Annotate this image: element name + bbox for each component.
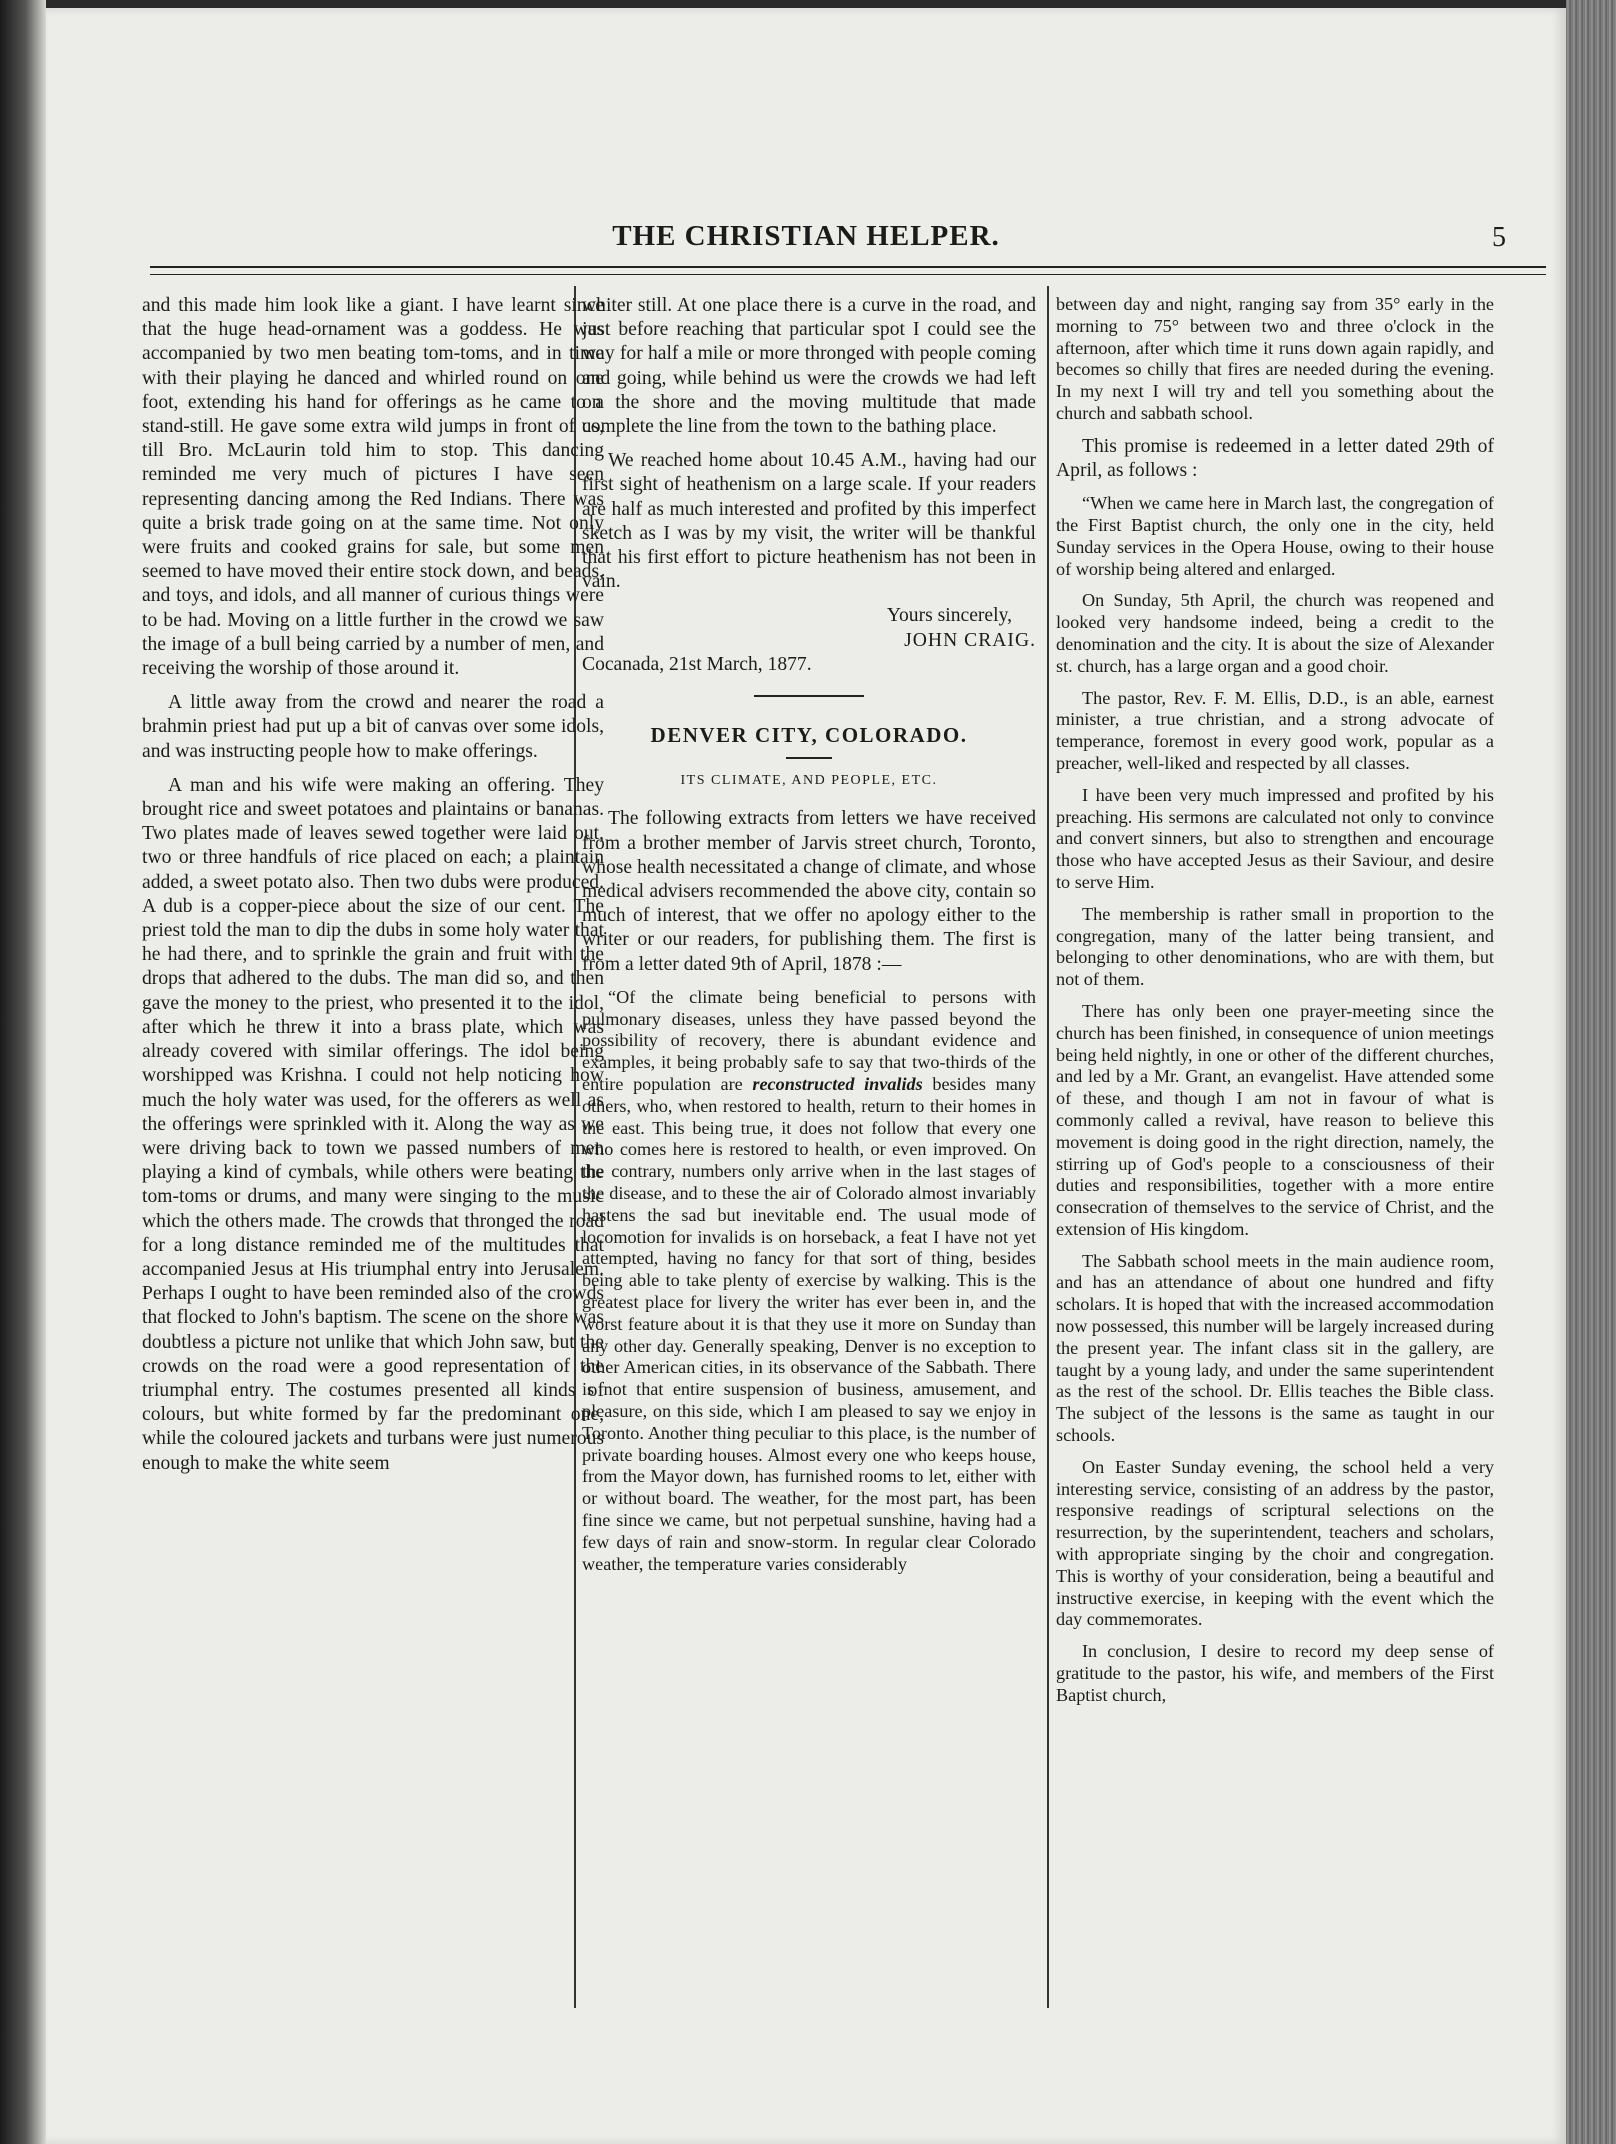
col2-quoted-letter xyxy=(582,987,1036,1576)
col3-paragraph: On Sunday, 5th April, the church was reopened and looked very handsome indeed, being a credit to the denomination and the city. It is about the size of Alexander st. church, has a large organ and a good choir. xyxy=(1056,590,1494,676)
col3-paragraph: The membership is rather small in proportion to the congregation, many of the latter being transient, and belonging to other denominations, who are with them, but not of them. xyxy=(1056,903,1494,990)
column-3 xyxy=(1056,294,1494,2004)
book-page-edges xyxy=(1566,0,1616,2144)
page-number: 5 xyxy=(1492,222,1506,253)
col2-paragraph: whiter still. At one place there is a curve in the road, and just before reaching that particular spot I could see the way for half a mile or more thronged with people coming and going, while behind us were the crowds we had left on the shore and the moving multitude that made complete the line from the town to the bathing place. xyxy=(582,295,1036,438)
col2-paragraph: We reached home about 10.45 A.M., having had our first sight of heathenism on a large scale. If your readers are half as much interested and profited by this imperfect sketch as I was by my visit, the writer will be thankful that his first effort to picture heathenism has not been in vain. xyxy=(582,450,1036,593)
column-divider-2 xyxy=(1047,286,1049,2008)
quote-emphasis: reconstructed invalids xyxy=(752,1074,923,1095)
header-rule-thick xyxy=(150,266,1546,268)
col3-paragraph: The Sabbath school meets in the main audience room, and has an attendance of about one hundred and fifty scholars. It is hoped that with the increased accommodation now possessed, this number will be largely increased during the present year. The infant class sit in the gallery, are taught by a young lady, and under the same superintendent as the rest of the school. Dr. Ellis teaches the Bible class. The subject of the lessons is the same as taught in our schools. xyxy=(1056,1250,1494,1446)
letter-closing: Yours sincerely, xyxy=(886,605,1012,627)
column-2 xyxy=(582,294,1036,2004)
letter-signature: JOHN CRAIG. xyxy=(904,629,1036,651)
col1-paragraph: A man and his wife were making an offering. They brought rice and sweet potatoes and plaintains or bananas. Two plates made of leaves sewed together were laid out, two or three handfuls of rice placed on each; a plaintain added, a sweet potato also. Then two dubs were produced. A dub is a copper-piece about the size of our cent. The priest told the man to dip the dubs in some holy water that he had there, and to sprinkle the grain and fruit with the drops that adhered to the dubs. The man did so, and then gave the money to the priest, who presented it to the idol, after which he threw it into a brass plate, which was already covered with similar offerings. The idol being worshipped was Krishna. I could not help noticing how much the holy water was used, for the offerers as well as the offerings were sprinkled with it. Along the way as we were driving back to town we passed numbers of men playing a kind of cymbals, while others were beating the tom-toms or drums, and many were singing to the music which the others made. The crowds that thronged the road for a long distance reminded me of the multitudes that accompanied Jesus at His triumphal entry into Jerusalem. Perhaps I ought to have been reminded also of the crowds that flocked to John's baptism. The scene on the shore was doubtless a picture not unlike that which John saw, but the crowds on the road were a good representation of the triumphal entry. The costumes presented all kinds of colours, but white formed by far the predominant one, while the coloured jackets and turbans were just numerous enough to make the white seem xyxy=(142,774,604,1474)
column-1 xyxy=(142,294,604,2004)
col1-paragraph: and this made him look like a giant. I have learnt since that the huge head-ornament was a goddess. He was accompanied by two men beating tom-toms, and in time with their playing he danced and whirled round on one foot, extending his hand for offerings as he came to a stand-still. He gave some extra wild jumps in front of us, till Bro. McLaurin told him to stop. This dancing reminded me very much of pictures I have seen representing dancing among the Red Indians. There was quite a brisk trade going on at the same time. Not only were fruits and cooked grains for sale, but some men seemed to have moved their entire stock down, and beads, and toys, and idols, and all manner of curious things were to be had. Moving on a little further in the crowd we saw the image of a bull being carried by a number of men, and receiving the worship of those around it. xyxy=(142,295,604,680)
page-header xyxy=(46,220,1566,260)
letter-dateline: Cocanada, 21st March, 1877. xyxy=(582,653,812,675)
col3-paragraph: On Easter Sunday evening, the school held a very interesting service, consisting of an address by the pastor, responsive readings of scriptural selections on the resurrection, by the superintendent, teachers and scholars, with appropriate singing by the choir and congregation. This is worthy of your consideration, being a beautiful and instructive exercise, in keeping with the event which the day commemorates. xyxy=(1056,1456,1494,1630)
col3-paragraph: I have been very much impressed and profited by his preaching. His sermons are calculated not only to convince and convert sinners, but also to strengthen and encourage those who have accepted Jesus as their Saviour, and desire to serve Him. xyxy=(1056,784,1494,892)
article-subtitle: ITS CLIMATE, AND PEOPLE, ETC. xyxy=(680,773,938,789)
col2-paragraph: The following extracts from letters we have received from a brother member of Jarvis street church, Toronto, whose health necessitated a change of climate, and whose medical advisers recommended the above city, contain so much of interest, that we offer no apology either to the writer or our readers, for publishing them. The first is from a letter dated 9th of April, 1878 :— xyxy=(582,808,1036,975)
article-title: DENVER CITY, COLORADO. xyxy=(650,723,968,748)
col3-paragraph: The pastor, Rev. F. M. Ellis, D.D., is an able, earnest minister, a true christian, and a strong advocate of temperance, foremost in every good work, popular as a preacher, well-liked and respected by all classes. xyxy=(1056,687,1494,773)
quote-text: besides many others, who, when restored to health, return to their homes in the east. This being true, it does not follow that every one who comes here is restored to health, or even improved. On the contrary, numbers only arrive when in the last stages of the disease, and to these the air of Colorado almost invariably hastens the sad but inevitable end. The usual mode of locomotion for invalids is on horseback, a feat I have not yet attempted, having no fancy for that sort of thing, besides being able to take plenty of exercise by walking. This is the greatest place for livery the writer has ever been in, and the worst feature about it is that they use it more on Sunday than any other day. Generally speaking, Denver is no exception to other American cities, in its observance of the Sabbath. There is not that entire suspension of business, amusement, and pleasure, on this side, which I am pleased to say we enjoy in Toronto. Another thing peculiar to this place, is the number of private boarding houses. Almost every one who keeps house, from the Mayor down, has furnished rooms to let, either with or without board. The weather, for the most part, has been fine since we came, but not perpetual sunshine, having had a few days of rain and snow-storm. In regular clear Colorado weather, the temperature varies considerably xyxy=(582,1074,1036,1574)
book-spine-shadow xyxy=(0,0,46,2144)
page-title: THE CHRISTIAN HELPER. xyxy=(612,220,1000,252)
col3-paragraph: between day and night, ranging say from 35° early in the morning to 75° between two and three o'clock in the afternoon, after which time it runs down again rapidly, and becomes so chilly that fires are needed during the evening. In my next I will try and tell you something about the church and sabbath school. xyxy=(1056,294,1494,423)
col3-paragraph: “When we came here in March last, the congregation of the First Baptist church, the only one in the city, held Sunday services in the Opera House, owing to their house of worship being altered and enlarged. xyxy=(1056,493,1494,579)
col1-paragraph: A little away from the crowd and nearer the road a brahmin priest had put up a bit of canvas over some idols, and was instructing people how to make offerings. xyxy=(142,692,604,762)
header-rule-thin xyxy=(150,274,1546,275)
magazine-page xyxy=(46,8,1566,2144)
col3-paragraph: In conclusion, I desire to record my deep sense of gratitude to the pastor, his wife, and members of the First Baptist church, xyxy=(1056,1641,1494,1705)
col3-paragraph: This promise is redeemed in a letter dated 29th of April, as follows : xyxy=(1056,435,1494,481)
col3-paragraph: There has only been one prayer-meeting since the church has been finished, in consequence of union meetings being held nightly, in one or other of the different churches, and led by a Mr. Grant, an evangelist. Have attended some of these, and though I am not in favour of what is commonly called a revival, have reason to believe this movement is doing good in the right direction, namely, the stirring up of God's people to a consciousness of their duties and responsibilities, together with a more entire consecration of themselves to the service of Christ, and the extension of His kingdom. xyxy=(1056,1000,1494,1239)
quote-text: “Of the climate being beneficial to persons with pulmonary diseases, unless they have passed beyond the possibility of recovery, there is abundant evidence and examples, it being probably safe to say that two-thirds of the entire population are xyxy=(582,986,1036,1095)
title-divider xyxy=(786,757,832,759)
article-divider xyxy=(754,695,864,697)
